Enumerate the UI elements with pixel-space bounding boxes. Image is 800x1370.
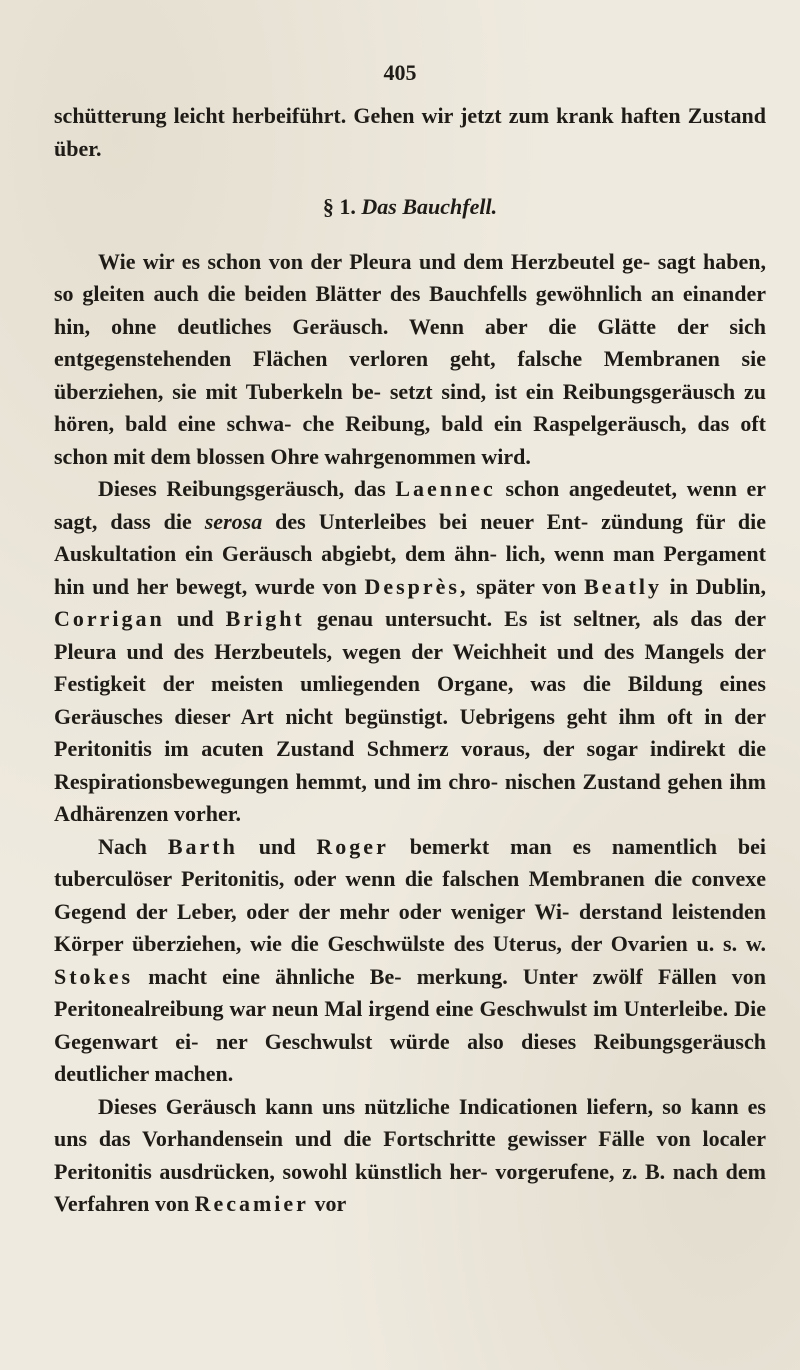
p2-text-f: und <box>176 606 214 631</box>
author-barth: Barth <box>167 833 238 859</box>
author-corrigan: Corrigan <box>54 606 165 631</box>
p2-text-d: später von <box>476 573 577 599</box>
paragraph-2 <box>54 473 766 831</box>
p3-text-b: und <box>258 833 296 859</box>
author-bright: Bright <box>225 606 305 631</box>
p3-text-a: Nach <box>98 833 147 859</box>
term-serosa: serosa <box>204 508 263 534</box>
author-despres: Desprès, <box>364 573 469 599</box>
author-beatly: Beatly <box>584 573 662 599</box>
p2-text-e: in Dublin, <box>669 573 767 599</box>
p3-text-d: macht eine ähnliche Be- merkung. Unter zwölf Fällen von Peritonealreibung war neun Mal irgend eine Geschwulst im Unterleibe. Die Gegenwart ei- ner Geschwulst würde also dieses Reibungsgeräusch deutlicher machen. <box>54 963 767 1086</box>
paragraph-4 <box>54 1091 766 1221</box>
author-recamier: Recamier <box>194 1191 309 1216</box>
section-heading <box>54 191 766 224</box>
p4-text-a: Dieses Geräusch kann uns nützliche Indicationen liefern, so kann es uns das Vorhandensein und die Fortschritte gewisser Fälle von localer Peritonitis ausdrücken, sowohl künstlich her- vorgerufene, z. B. nach dem Verfahren von <box>54 1093 766 1216</box>
p2-text-c: des Unterleibes bei neuer Ent- zündung für die Auskultation ein Geräusch abgiebt, dem ähn- lich, wenn man Pergament hin und her bewegt, wurde von <box>54 508 767 599</box>
p2-text-g: genau untersucht. Es ist seltner, als das der Pleura und des Herzbeutels, wegen der Weichheit und des Mangels der Festigkeit der meisten umliegenden Organe, was die Bildung eines Geräusches dieser Art nicht begünstigt. Uebrigens geht ihm oft in der Peritonitis im acuten Zustand Schmerz voraus, der sogar indirekt die Respirationsbewegungen hemmt, und im chro- nischen Zustand gehen ihm Adhärenzen vorher. <box>54 606 767 826</box>
section-title: Das Bauchfell. <box>361 194 498 219</box>
page-number: 405 <box>383 60 417 85</box>
author-roger: Roger <box>316 833 389 859</box>
paragraph-3 <box>54 831 766 1091</box>
section-number: § 1. <box>322 194 356 219</box>
intro-text: schütterung leicht herbeiführt. Gehen wir jetzt zum krank haften Zustand über. <box>54 103 766 161</box>
author-laennec: Laennec <box>395 476 496 501</box>
p2-text-b: schon angedeutet, wenn er sagt, dass die <box>54 476 767 534</box>
paragraph-1: Wie wir es schon von der Pleura und dem Herzbeutel ge- sagt haben, so gleiten auch die beiden Blätter des Bauchfells gewöhnlich an einander hin, ohne deutliches Geräusch. Wenn aber die Glätte der sich entgegenstehenden Flächen verloren geht, falsche Membranen sie überziehen, sie mit Tuberkeln be- setzt sind, ist ein Reibungsgeräusch zu hören, bald eine schwa- che Reibung, bald ein Raspelgeräusch, das oft schon mit dem blossen Ohre wahrgenommen wird. <box>54 248 766 469</box>
p4-text-b: vor <box>314 1191 347 1216</box>
page-text <box>54 62 766 1221</box>
author-stokes: Stokes <box>54 963 134 989</box>
p2-text-a: Dieses Reibungsgeräusch, das <box>98 476 386 501</box>
p3-text-c: bemerkt man es namentlich bei tuberculöser Peritonitis, oder wenn die falschen Membranen die convexe Gegend der Leber, oder der mehr oder weniger Wi- derstand leistenden Körper überziehen, wie die Geschwülste des Uterus, der Ovarien u. s. w. <box>54 833 767 956</box>
intro-paragraph <box>54 100 766 165</box>
